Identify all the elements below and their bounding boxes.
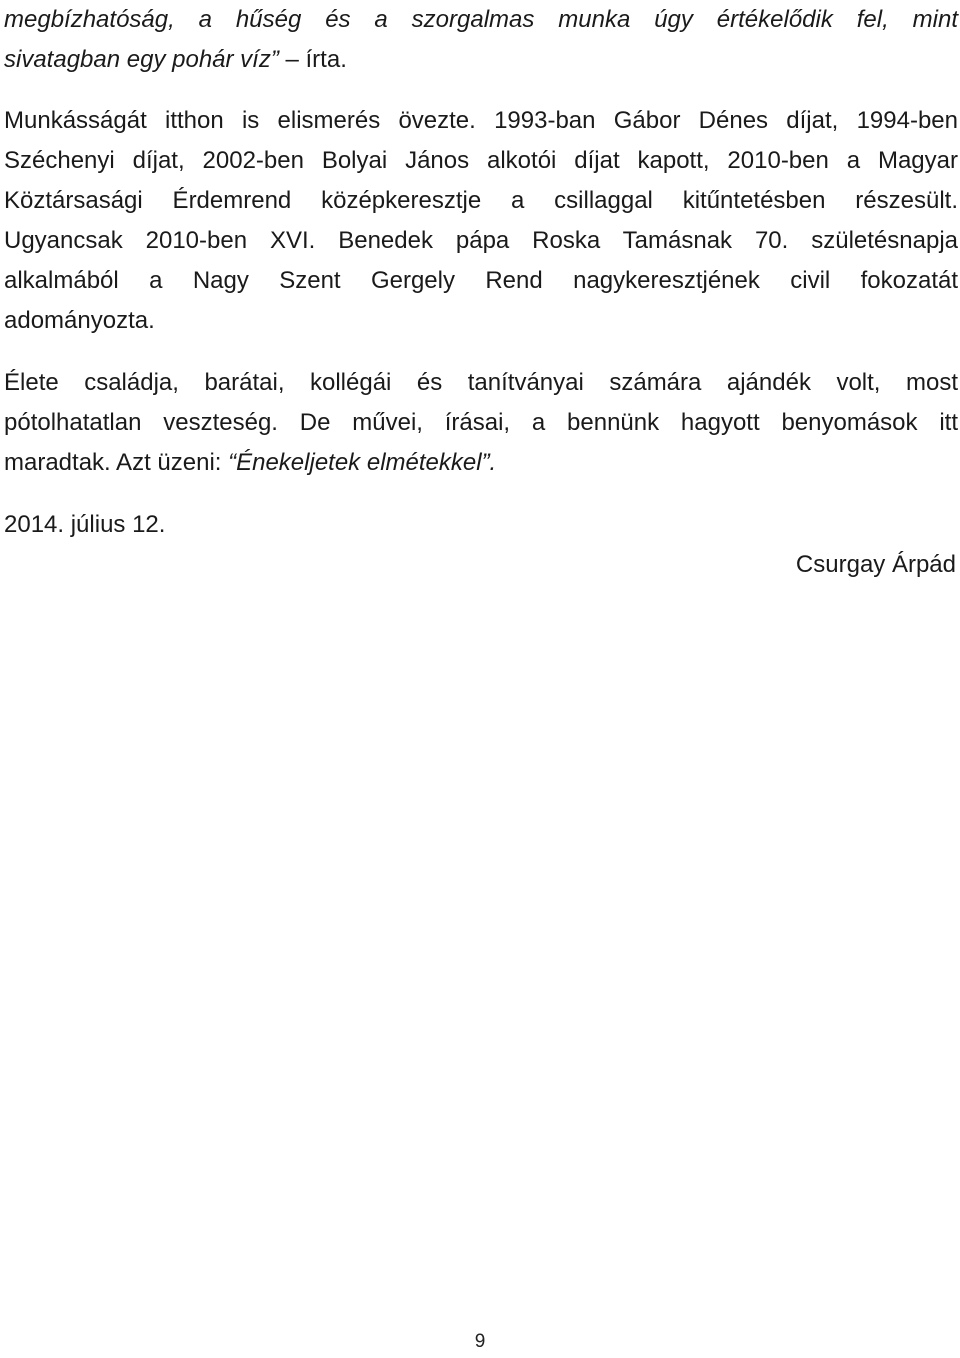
page-number: 9: [474, 1331, 486, 1352]
quote-text: sivatagban egy pohár víz”: [4, 46, 279, 73]
paragraph-legacy: [4, 363, 958, 483]
text-line: Széchenyi díjat, 2002-ben Bolyai János alkotói díjat kapott, 2010-ben a Magyar: [4, 147, 958, 174]
text-line: [4, 443, 958, 483]
text-line: pótolhatatlan veszteség. De művei, írásai, a bennünk hagyott benyomások itt: [4, 409, 958, 436]
paragraph-gap: [4, 80, 958, 101]
author-signature: Csurgay Árpád: [795, 551, 956, 578]
paragraph-quote-ending: [4, 0, 958, 80]
document-page: [4, 0, 958, 585]
text-line: adományozta.: [4, 307, 155, 334]
attribution-text: – írta.: [278, 46, 347, 73]
paragraph-gap: [4, 341, 958, 363]
message-prefix: maradtak. Azt üzeni:: [4, 449, 229, 476]
text-line: [4, 40, 958, 80]
date-line: 2014. július 12.: [4, 511, 166, 538]
motto-quote: “Énekeljetek elmétekkel”.: [228, 449, 497, 476]
text-line: Munkásságát itthon is elismerés övezte. 1993-ban Gábor Dénes díjat, 1994-ben: [4, 107, 958, 134]
text-line: Köztársasági Érdemrend középkeresztje a csillaggal kitűntetésben részesült.: [4, 187, 958, 214]
paragraph-awards: [4, 101, 958, 341]
text-line: megbízhatóság, a hűség és a szorgalmas munka úgy értékelődik fel, mint: [4, 6, 958, 33]
text-line: alkalmából a Nagy Szent Gergely Rend nagykeresztjének civil fokozatát: [4, 267, 958, 294]
text-line: Ugyancsak 2010-ben XVI. Benedek pápa Roska Tamásnak 70. születésnapja: [4, 227, 958, 254]
text-line: Élete családja, barátai, kollégái és tanítványai számára ajándék volt, most: [4, 369, 958, 396]
paragraph-gap: [4, 483, 958, 505]
